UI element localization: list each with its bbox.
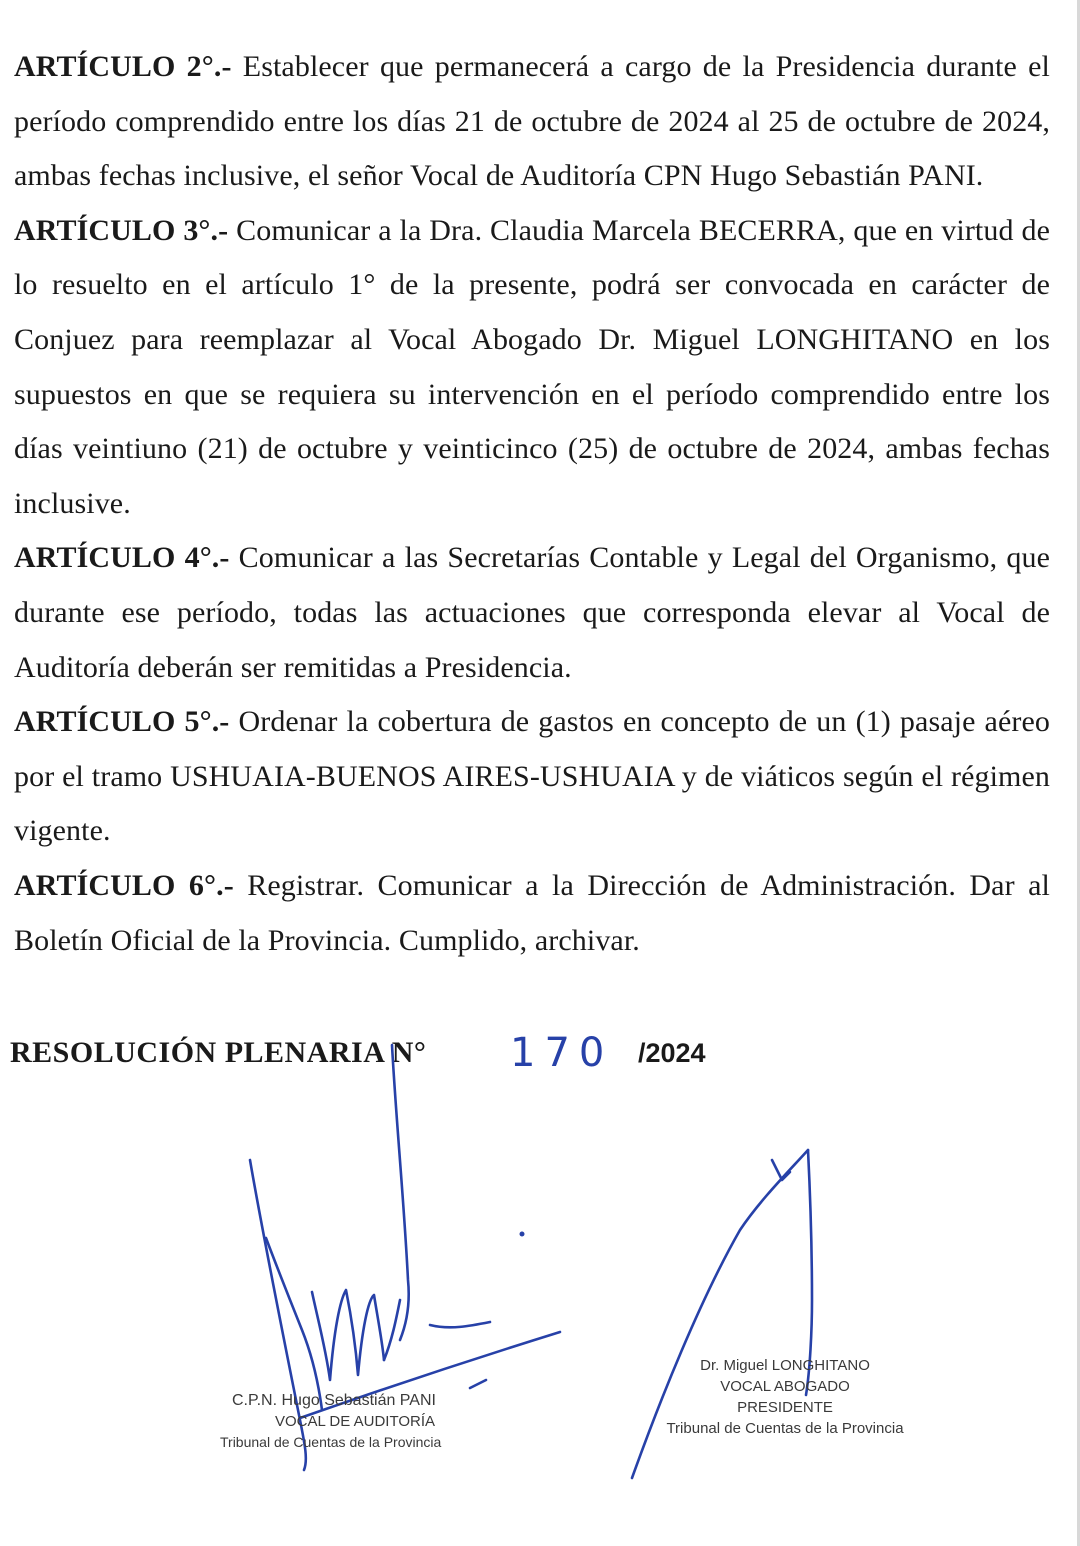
left-signature-stroke	[392, 1045, 409, 1340]
signatory-position: PRESIDENTE	[737, 1399, 833, 1416]
article-2	[14, 40, 1050, 204]
resolution-number: 170	[510, 1030, 614, 1076]
left-signature-stroke	[384, 1300, 400, 1360]
article-text: Comunicar a las Secretarías Contable y Legal del Organismo, que durante ese período, todas las actuaciones que corresponda elevar al Vocal de Auditoría deberán ser remitidas a Presidencia.	[14, 541, 1050, 684]
left-signature-stroke	[430, 1322, 490, 1327]
article-4	[14, 531, 1050, 695]
article-6	[14, 859, 1050, 968]
article-heading: ARTÍCULO 5°.-	[14, 705, 230, 739]
left-signature-stroke	[312, 1290, 384, 1380]
left-signature-stroke	[470, 1380, 486, 1388]
right-signature-stroke	[772, 1160, 790, 1180]
signatory-institution: Tribunal de Cuentas de la Provincia	[220, 1434, 442, 1450]
left-signature-stroke	[266, 1238, 322, 1410]
left-signatory-stamp	[220, 1390, 490, 1453]
signatory-role: VOCAL ABOGADO	[720, 1378, 850, 1395]
article-5	[14, 695, 1050, 859]
article-text: Ordenar la cobertura de gastos en concepto de un (1) pasaje aéreo por el tramo USHUAIA-BUENOS AIRES-USHUAIA y de viáticos según el régimen vigente.	[14, 705, 1050, 848]
signatory-name: Dr. Miguel LONGHITANO	[700, 1357, 870, 1374]
signatory-name: C.P.N. Hugo Sebastián PANI	[232, 1392, 436, 1409]
article-3	[14, 204, 1050, 532]
article-heading: ARTÍCULO 2°.-	[14, 50, 232, 83]
resolution-body	[14, 40, 1050, 968]
resolution-label: RESOLUCIÓN PLENARIA N°	[10, 1036, 427, 1069]
article-text: Registrar. Comunicar a la Dirección de Administración. Dar al Boletín Oficial de la Provincia. Cumplido, archivar.	[14, 868, 1050, 957]
article-text: Establecer que permanecerá a cargo de la Presidencia durante el período comprendido entre los días 21 de octubre de 2024 al 25 de octubre de 2024, ambas fechas inclusive, el señor Vocal de Auditoría CPN Hugo Sebastián PANI.	[14, 50, 1050, 193]
resolution-year: /2024	[638, 1038, 706, 1068]
signatory-role: VOCAL DE AUDITORÍA	[274, 1413, 436, 1430]
article-text: Comunicar a la Dra. Claudia Marcela BECERRA, que en virtud de lo resuelto en el artículo 1° de la presente, podrá ser convocada en carácter de Conjuez para reemplazar al Vocal Abogado Dr. Miguel LONGHITANO en los supuestos en que se requiera su intervención en el período comprendido entre los días veintiuno (21) de octubre y veinticinco (25) de octubre de 2024, ambas fechas inclusive.	[14, 213, 1050, 520]
article-heading: ARTÍCULO 4°.-	[14, 541, 230, 575]
signatory-institution: Tribunal de Cuentas de la Provincia	[666, 1420, 904, 1437]
article-heading: ARTÍCULO 3°.-	[14, 213, 229, 247]
resolution-number-line	[10, 1030, 750, 1080]
article-heading: ARTÍCULO 6°.-	[14, 868, 234, 902]
right-signatory-stamp	[640, 1355, 930, 1439]
